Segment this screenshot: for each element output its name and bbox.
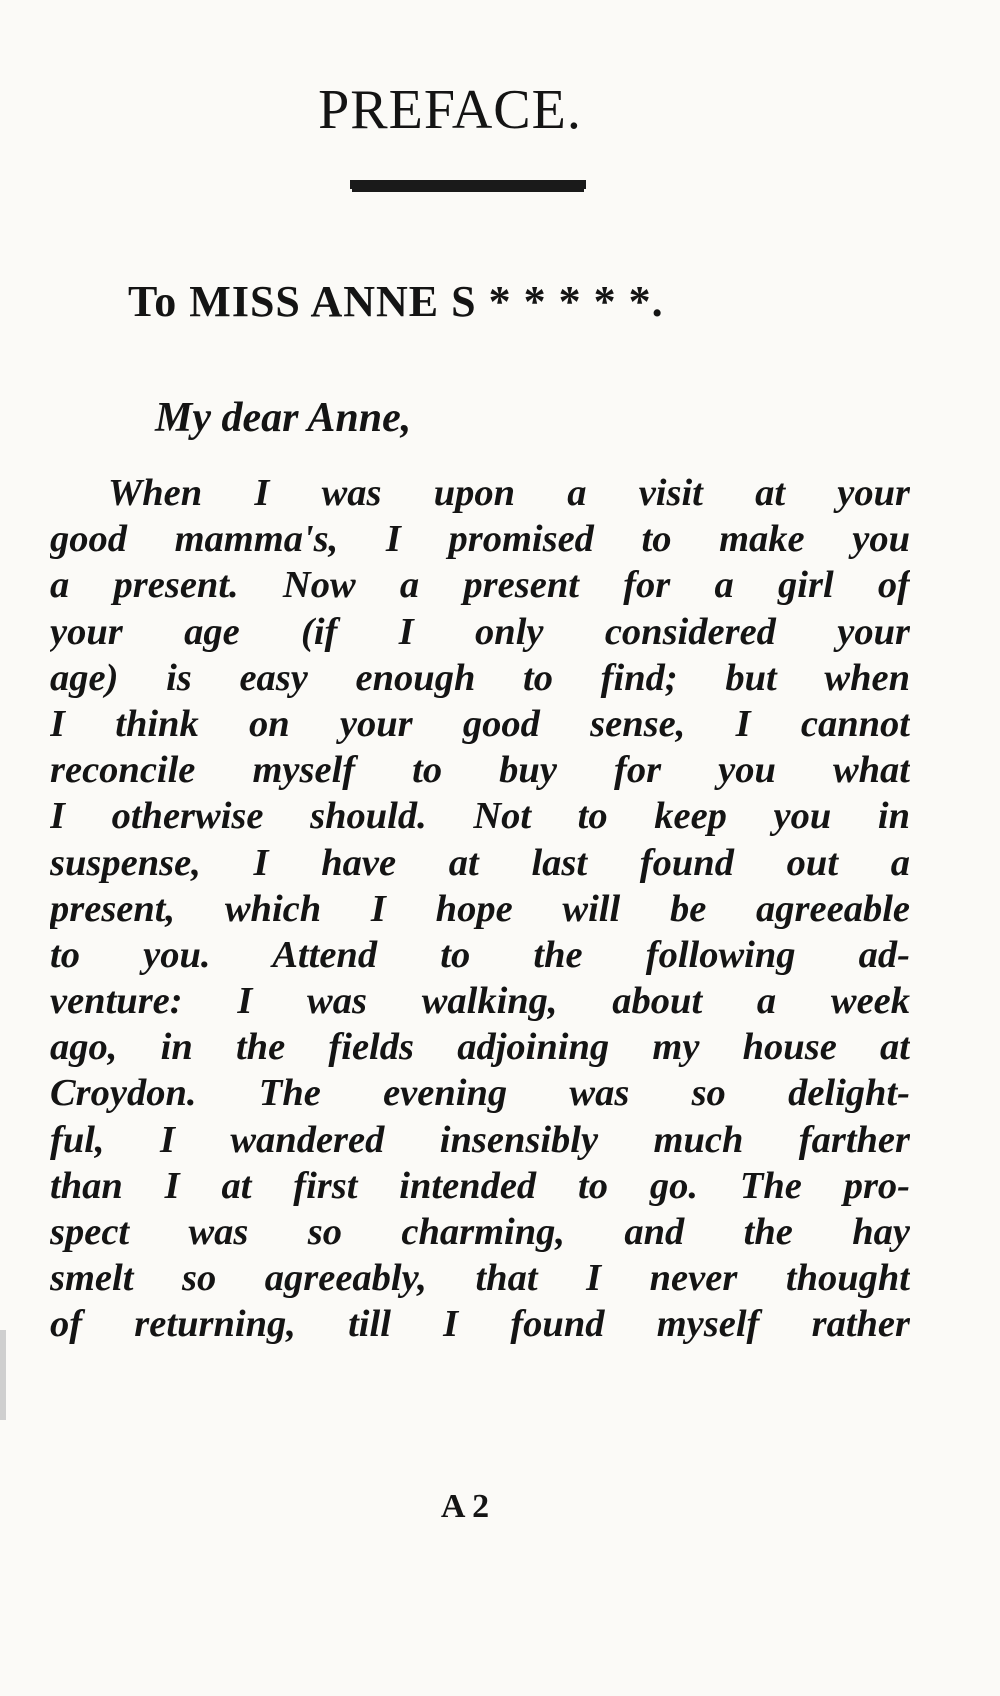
body-line: your age (if I only considered your — [50, 610, 910, 653]
body-line: present, which I hope will be agreeable — [50, 887, 910, 930]
addressee-line: To MISS ANNE S * * * * *. — [128, 277, 664, 326]
body-line: ful, I wandered insensibly much farther — [50, 1118, 910, 1161]
body-line: reconcile myself to buy for you what — [50, 749, 910, 792]
page-title: PREFACE. — [318, 79, 582, 141]
body-line: When I was upon a visit at your — [108, 472, 910, 514]
body-line: ago, in the fields adjoining my house at — [50, 1026, 910, 1069]
body-line: age) is easy enough to find; but when — [50, 656, 910, 699]
body-line: smelt so agreeably, that I never thought — [50, 1257, 910, 1300]
body-line: suspense, I have at last found out a — [50, 841, 910, 884]
salutation-line: My dear Anne, — [155, 395, 412, 441]
body-line: Croydon. The evening was so delight- — [50, 1072, 910, 1115]
title-rule — [350, 180, 586, 189]
page-edge-shadow — [0, 1330, 6, 1420]
body-text — [50, 470, 910, 1348]
body-line: venture: I was walking, about a week — [50, 980, 910, 1023]
body-line: than I at first intended to go. The pro- — [50, 1164, 910, 1207]
body-line: I think on your good sense, I cannot — [50, 702, 910, 745]
body-line: spect was so charming, and the hay — [50, 1211, 910, 1253]
signature-mark: A 2 — [440, 1488, 490, 1525]
body-line: to you. Attend to the following ad- — [50, 933, 910, 976]
body-line: I otherwise should. Not to keep you in — [50, 795, 910, 838]
body-line: of returning, till I found myself rather — [50, 1303, 910, 1346]
body-line: a present. Now a present for a girl of — [50, 564, 910, 607]
body-line: good mamma's, I promised to make you — [50, 518, 910, 561]
